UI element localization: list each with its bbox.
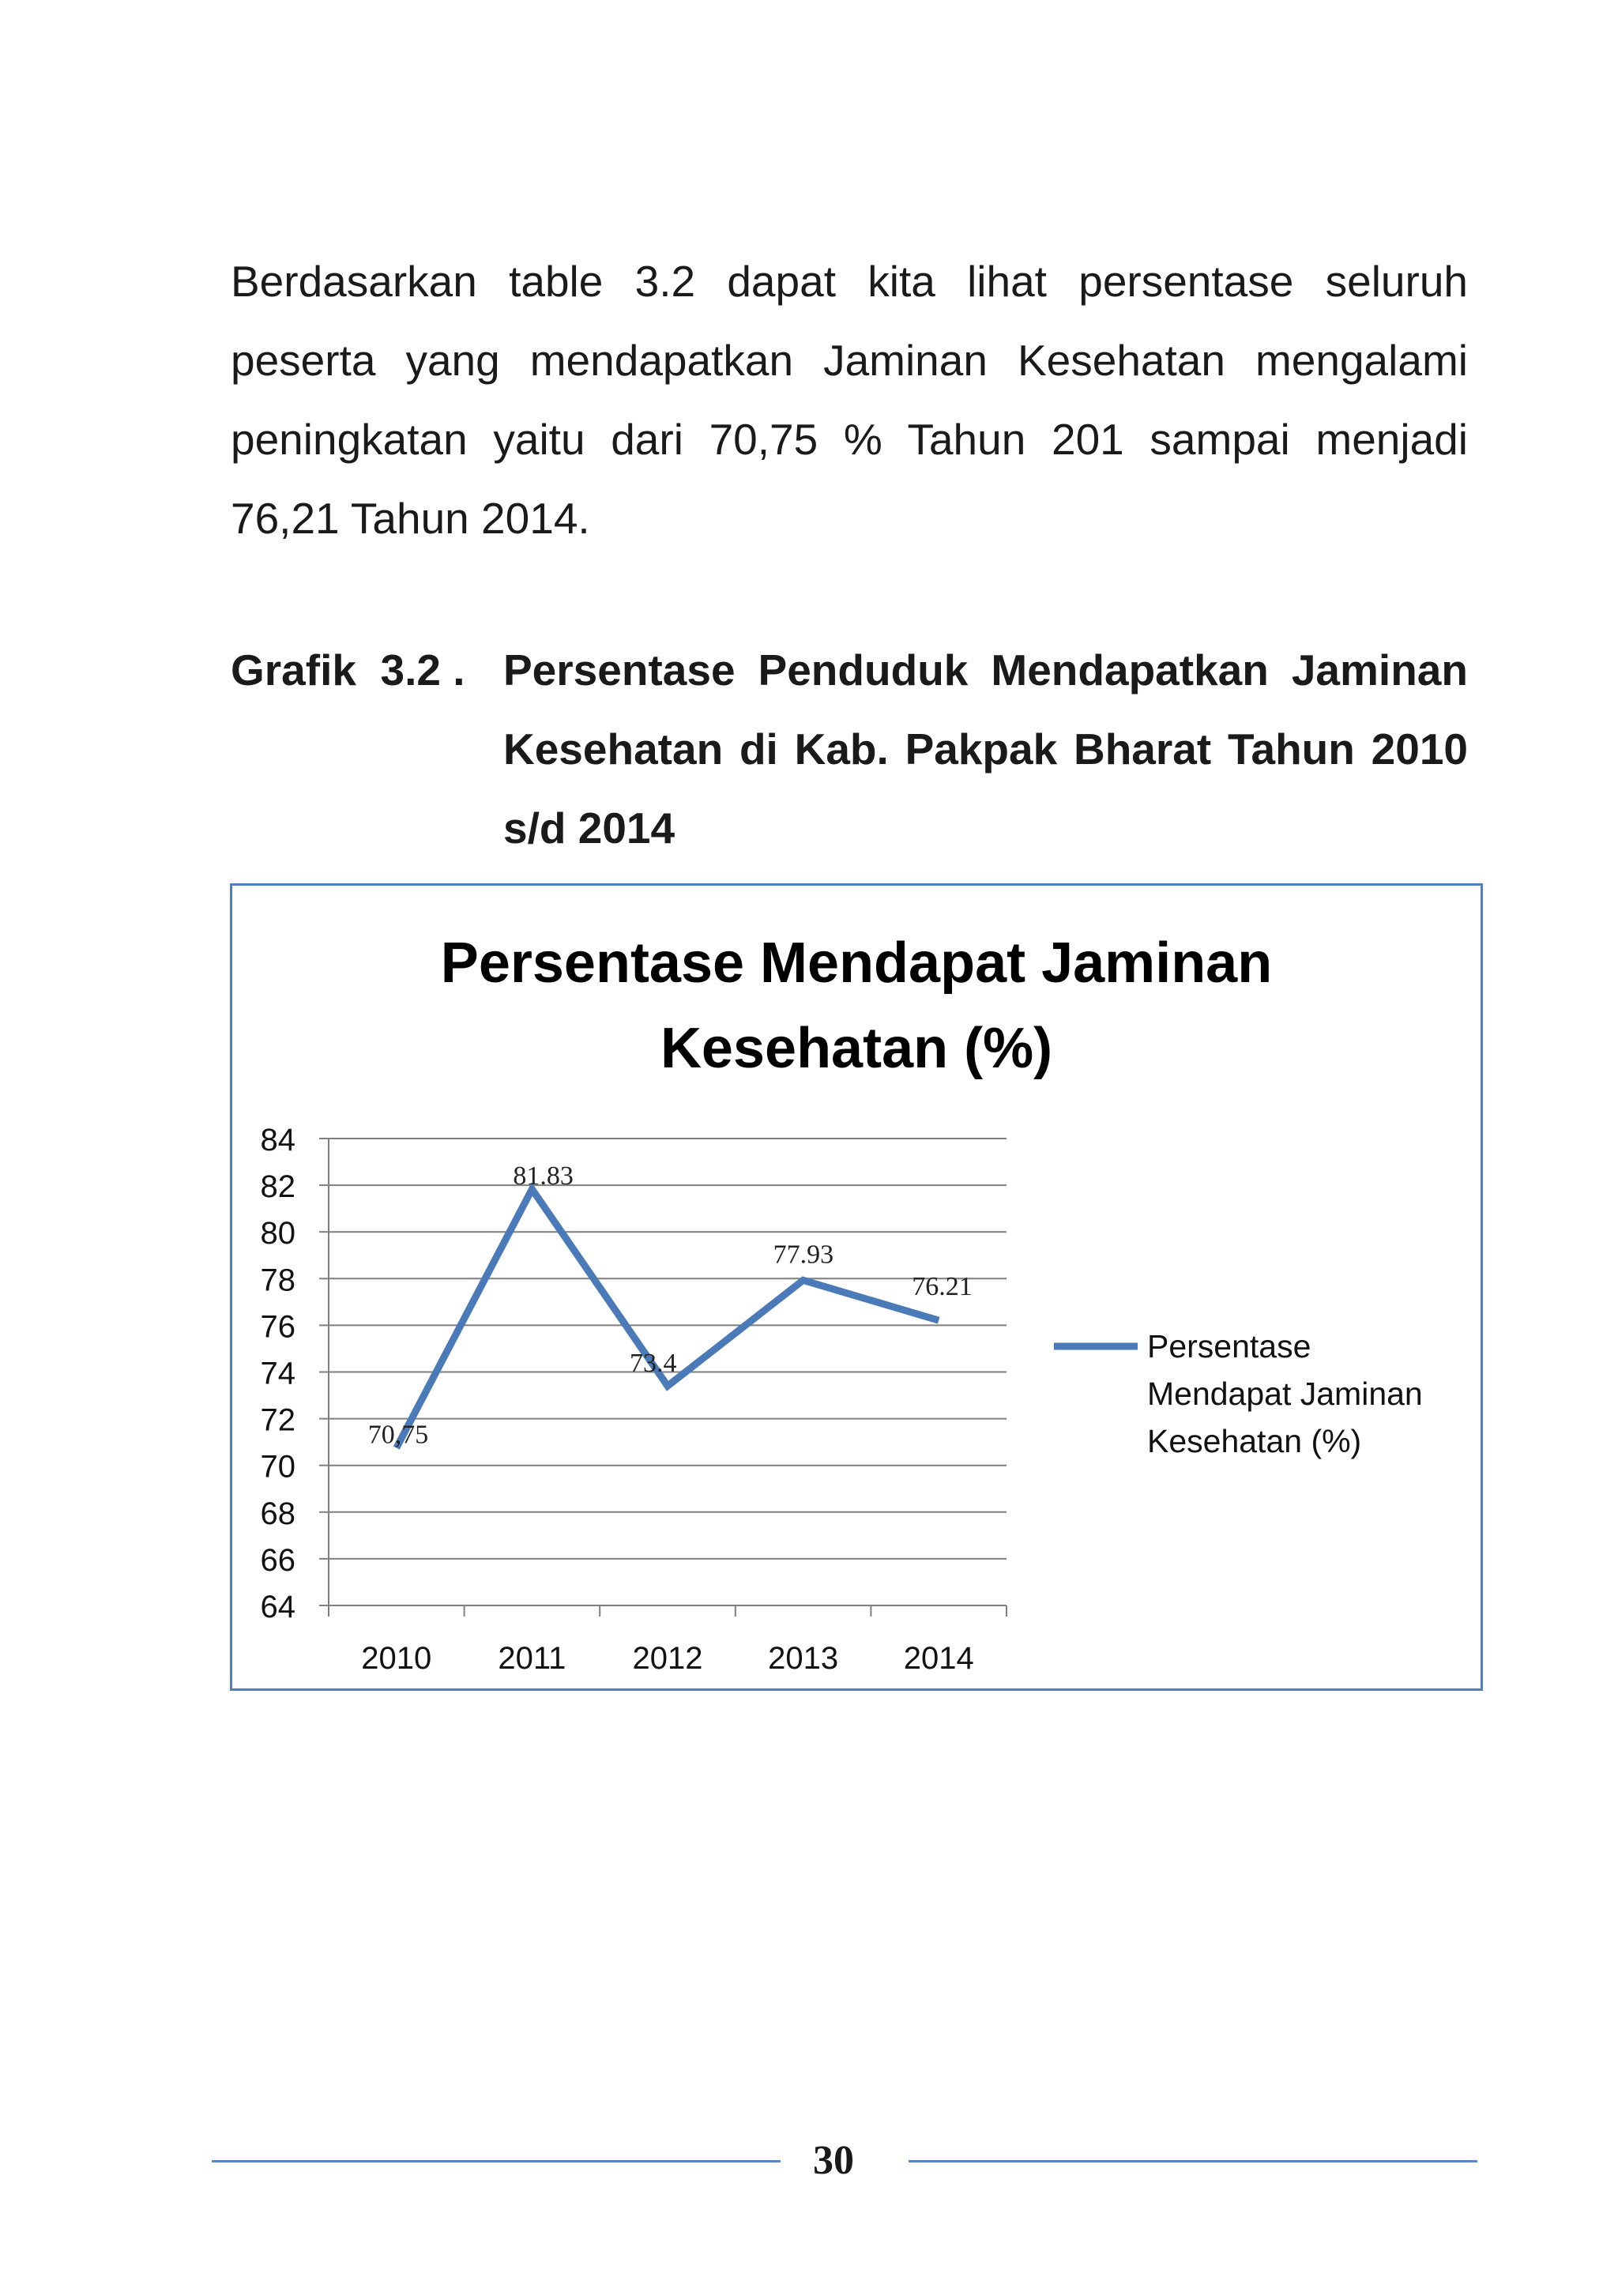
data-label: 76.21 bbox=[912, 1272, 973, 1302]
x-tick-label: 2010 bbox=[361, 1641, 432, 1676]
legend-label: Persentase bbox=[1147, 1328, 1311, 1364]
x-tick-label: 2012 bbox=[632, 1641, 703, 1676]
chart-frame bbox=[230, 883, 1483, 1691]
data-label: 73.4 bbox=[630, 1349, 677, 1379]
y-tick-label: 80 bbox=[260, 1216, 295, 1252]
chart-title-line2: Kesehatan (%) bbox=[660, 1017, 1053, 1080]
y-tick-label: 78 bbox=[260, 1263, 295, 1298]
chart-title-line1: Persentase Mendapat Jaminan bbox=[440, 932, 1273, 995]
footer-rule-right bbox=[909, 2160, 1477, 2162]
series-line bbox=[397, 1189, 939, 1447]
legend-label: Kesehatan (%) bbox=[1147, 1423, 1362, 1459]
line-chart bbox=[232, 886, 1481, 1688]
y-tick-label: 64 bbox=[260, 1590, 295, 1624]
data-label: 70,75 bbox=[367, 1420, 429, 1450]
y-tick-label: 82 bbox=[260, 1169, 295, 1205]
x-tick-label: 2013 bbox=[768, 1641, 839, 1676]
caption-label: Grafik 3.2 . bbox=[231, 646, 465, 694]
x-tick-label: 2014 bbox=[903, 1641, 974, 1676]
y-tick-label: 70 bbox=[260, 1449, 295, 1485]
footer-rule-left bbox=[212, 2160, 781, 2162]
y-tick-label: 68 bbox=[260, 1496, 295, 1531]
legend-label: Mendapat Jaminan bbox=[1147, 1376, 1423, 1412]
y-tick-label: 72 bbox=[260, 1402, 295, 1438]
data-label: 77.93 bbox=[773, 1240, 834, 1270]
y-tick-label: 84 bbox=[260, 1123, 295, 1157]
y-tick-label: 74 bbox=[260, 1356, 295, 1391]
x-tick-label: 2011 bbox=[498, 1641, 566, 1676]
y-tick-label: 66 bbox=[260, 1542, 295, 1578]
y-tick-label: 76 bbox=[260, 1309, 295, 1345]
body-paragraph: Berdasarkan table 3.2 dapat kita lihat persentase seluruh peserta yang mendapatkan Jaminan Kesehatan mengalami peningkatan yaitu dari 70,75 % Tahun 201 sampai menjadi 76,21 Tahun 2014. bbox=[231, 257, 1468, 543]
data-label: 81.83 bbox=[513, 1161, 574, 1191]
page-number: 30 bbox=[813, 2138, 854, 2183]
caption-text: Persentase Penduduk Mendapatkan Jaminan Kesehatan di Kab. Pakpak Bharat Tahun 2010 s/d 2014 bbox=[503, 646, 1468, 853]
